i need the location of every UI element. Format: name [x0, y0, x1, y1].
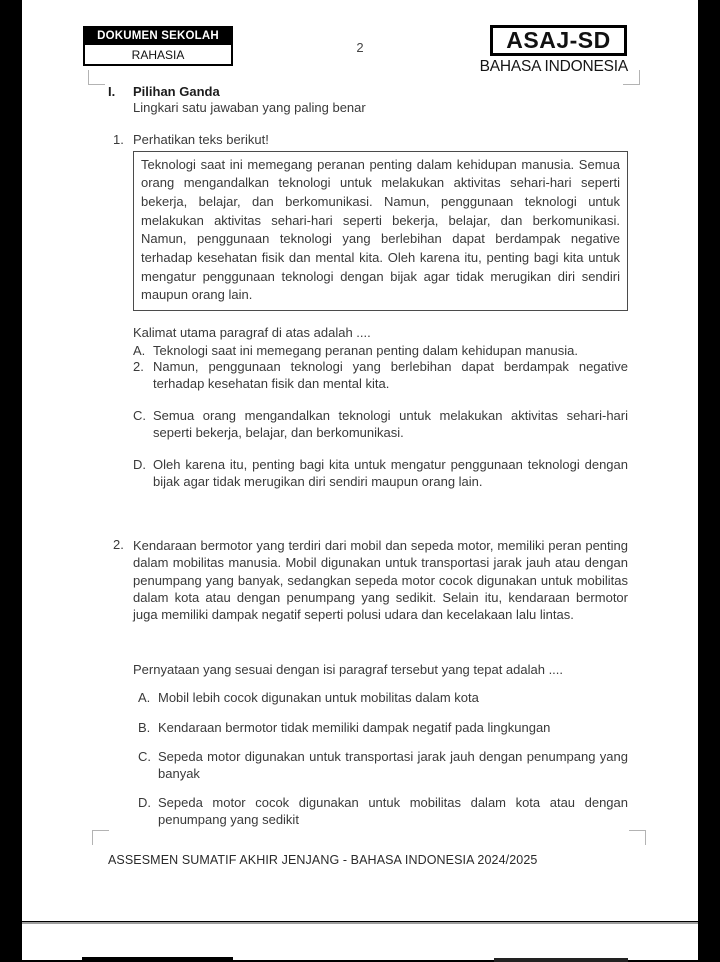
section-title: Pilihan Ganda — [133, 84, 220, 99]
next-page-code-box-peek — [494, 958, 628, 962]
question-2-number: 2. — [113, 537, 124, 553]
option-label: D. — [138, 795, 151, 811]
option-label: C. — [133, 408, 146, 424]
question-2-stem: Pernyataan yang sesuai dengan isi paragraf tersebut yang tepat adalah .... — [133, 661, 564, 677]
next-page-top — [22, 922, 698, 960]
option-row — [138, 749, 628, 782]
question-1-number: 1. — [113, 132, 124, 147]
option-label: C. — [138, 749, 151, 765]
option-row — [138, 690, 628, 707]
doc-badge-dokumen-sekolah: DOKUMEN SEKOLAH — [83, 26, 233, 45]
page-number: 2 — [356, 40, 364, 55]
question-1-prompt: Perhatikan teks berikut! — [133, 132, 269, 147]
option-text: Semua orang mengandalkan teknologi untuk melakukan aktivitas sehari-hari seperti bekerja, belajar, dan berkomunikasi. — [153, 408, 628, 440]
option-text: Sepeda motor digunakan untuk transportasi jarak jauh dengan penumpang yang banyak — [158, 749, 628, 781]
option-row — [133, 457, 628, 490]
option-text: Kendaraan bermotor tidak memiliki dampak negatif pada lingkungan — [158, 719, 551, 735]
option-label: A. — [138, 690, 151, 706]
question-2-passage: Kendaraan bermotor yang terdiri dari mobil dan sepeda motor, memiliki peran penting dalam mobilitas manusia. Mobil digunakan untuk transportasi jarak jauh atau dengan penumpang yang banyak, sedangkan sepeda motor cocok digunakan untuk mobilitas dalam kota atau dengan penumpang yang sedikit. Selain itu, kendaraan bermotor juga memiliki dampak negatif seperti polusi udara dan kecelakaan lalu lintas. — [133, 538, 628, 623]
margin-corner-mark-top-right — [623, 70, 640, 85]
option-text: Sepeda motor cocok digunakan untuk mobilitas dalam kota atau dengan penumpang yang sedikit — [158, 795, 628, 827]
subject-title: BAHASA INDONESIA — [479, 58, 628, 75]
option-text: Teknologi saat ini memegang peranan penting dalam kehidupan manusia. — [153, 342, 578, 358]
section-numeral: I. — [108, 84, 116, 99]
doc-badge-rahasia: RAHASIA — [83, 45, 233, 66]
exam-content — [108, 84, 628, 828]
option-label: D. — [133, 457, 146, 473]
margin-corner-mark-bottom-right — [629, 830, 646, 845]
question-2-options — [138, 690, 628, 828]
margin-corner-mark-bottom-left — [92, 830, 109, 845]
question-2 — [108, 537, 628, 828]
option-row — [138, 720, 628, 737]
option-row — [133, 408, 628, 441]
option-row — [133, 359, 628, 392]
question-1-stem: Kalimat utama paragraf di atas adalah .... — [133, 325, 371, 341]
option-text: Namun, penggunaan teknologi yang berlebihan dapat berdampak negative terhadap kesehatan fisik dan mental kita. — [153, 359, 628, 391]
document-page — [22, 0, 698, 921]
option-label: B. — [138, 719, 151, 735]
section-heading — [108, 84, 628, 100]
exam-code-box: ASAJ-SD — [490, 25, 627, 56]
option-label: A. — [133, 342, 146, 358]
question-1-passage-box: Teknologi saat ini memegang peranan penting dalam kehidupan manusia. Semua orang mengandalkan teknologi untuk melakukan aktivitas sehari-hari seperti bekerja, belajar, dan berkomunikasi. Namun, penggunaan teknologi untuk melakukan aktivitas sehari-hari seperti bekerja, belajar, dan berkomunikasi. Namun, penggunaan teknologi yang berlebihan dapat berdampak negative terhadap kesehatan fisik dan mental kita. Oleh karena itu, penting bagi kita untuk mengatur penggunaan teknologi dengan bijak agar tidak merugikan diri sendiri maupun orang lain. — [133, 151, 628, 312]
option-text: Oleh karena itu, penting bagi kita untuk mengatur penggunaan teknologi dengan bijak agar tidak merugikan diri sendiri maupun orang lain. — [153, 457, 628, 489]
option-label: 2. — [133, 359, 144, 375]
option-row — [138, 795, 628, 828]
option-text: Mobil lebih cocok digunakan untuk mobilitas dalam kota — [158, 690, 479, 706]
question-1 — [108, 132, 628, 490]
margin-corner-mark-top-left — [88, 70, 105, 85]
question-1-options — [133, 343, 628, 491]
section-instruction: Lingkari satu jawaban yang paling benar — [133, 99, 366, 115]
option-row — [133, 343, 628, 360]
page-footer: ASSESMEN SUMATIF AKHIR JENJANG - BAHASA INDONESIA 2024/2025 — [108, 853, 538, 867]
